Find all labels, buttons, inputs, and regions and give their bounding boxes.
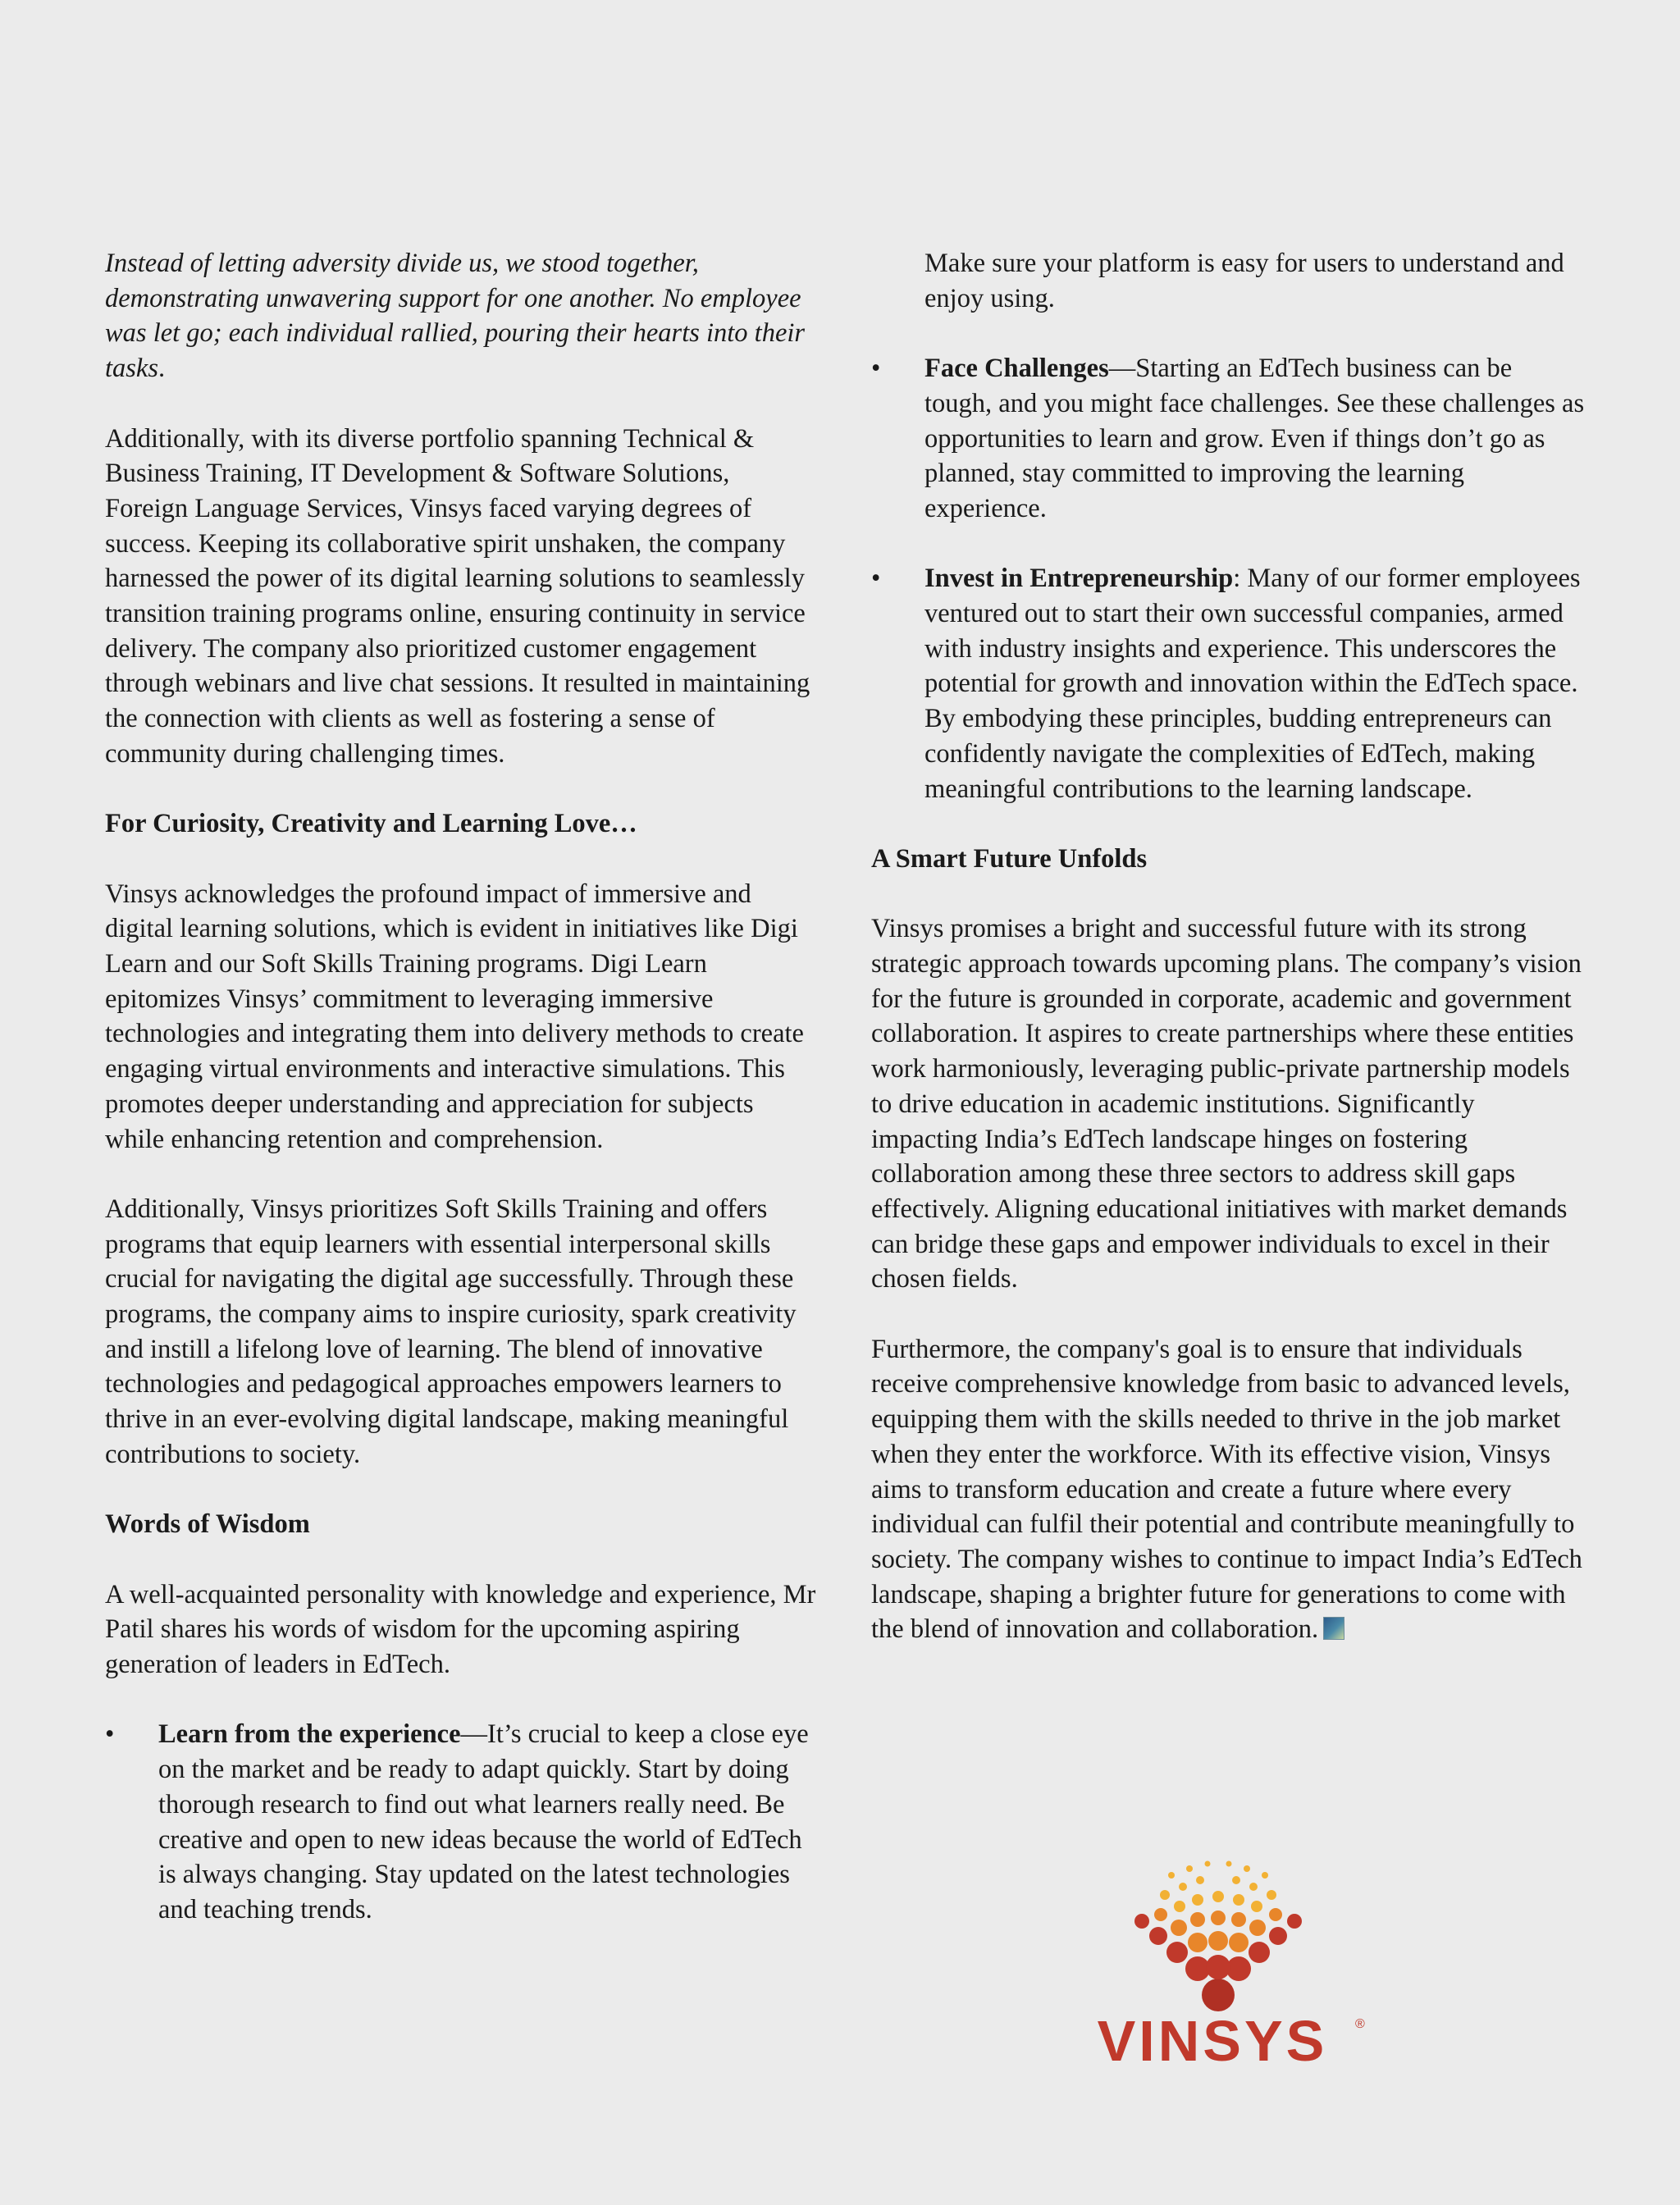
quote-paragraph: Instead of letting adversity divide us, we stood together, demonstrating unwavering support for one another. No employee was let go; each individual rallied, pouring their hearts into their tasks. xyxy=(105,249,806,384)
paragraph-soft-skills: Additionally, Vinsys prioritizes Soft Skills Training and offers programs that equip learners with essential interpersonal skills crucial for navigating the digital age successfully. Through these programs, the company aims to inspire curiosity, spark creativity and instill a lifelong love of learning. The blend of innovative technologies and pedagogical approaches empowers learners to thrive in an ever-evolving digital landscape, making meaningful contributions to society. xyxy=(105,1194,797,1469)
paragraph-portfolio: Additionally, with its diverse portfolio spanning Technical & Business Training, IT Development & Software Solutions, Foreign Language Services, Vinsys faced varying degrees of success. Keeping its collaborative spirit unshaken, the company harnessed the power of its digital learning solutions to seamlessly transition training programs online, ensuring continuity in service delivery. The company also prioritized customer engagement through webinars and live chat sessions. It resulted in maintaining the connection with clients as well as fostering a sense of community during challenging times. xyxy=(105,423,810,769)
bullet-marker: • xyxy=(105,1719,115,1750)
bullet-text: —Starting an EdTech business can be tough, and you might face challenges. See these challenges as opportunities to learn and grow. Even if things don’t go as planned, stay committed to improving the learning experience. xyxy=(924,354,1585,523)
bullet-marker: • xyxy=(871,354,881,384)
paragraph-digi-learn: Vinsys acknowledges the profound impact of immersive and digital learning solutions, which is evident in initiatives like Digi Learn and our Soft Skills Training programs. Digi Learn epitomizes Vinsys’ commitment to leveraging immersive technologies and integrating them into delivery methods to create engaging virtual environments and interactive simulations. This promotes deeper understanding and appreciation for subjects while enhancing retention and comprehension. xyxy=(105,879,804,1154)
end-mark-icon xyxy=(1323,1617,1344,1640)
bullet-invest-entrepreneurship xyxy=(871,561,1585,806)
heading-smart-future: A Smart Future Unfolds xyxy=(871,843,1148,874)
paragraph-mr-patil: A well-acquainted personality with knowledge and experience, Mr Patil shares his words of wisdom for the upcoming aspiring generation of leaders in EdTech. xyxy=(105,1579,816,1680)
heading-wisdom: Words of Wisdom xyxy=(105,1509,310,1540)
bullet-title: Learn from the experience xyxy=(158,1719,461,1750)
bullet-continuation: Make sure your platform is easy for users to understand and enjoy using. xyxy=(924,249,1564,313)
paragraph-future-plans: Vinsys promises a bright and successful future with its strong strategic approach towards upcoming plans. The company’s vision for the future is grounded in corporate, academic and government collaboration. It aspires to create partnerships where these entities work harmoniously, leveraging public-private partnership models to drive education in academic institutions. Significantly impacting India’s EdTech landscape hinges on fostering collaboration among these three sectors to address skill gaps effectively. Aligning educational initiatives with market demands can bridge these gaps and empower individuals to excel in their chosen fields. xyxy=(871,914,1582,1294)
logo-wordmark: VINSYS xyxy=(1097,2009,1328,2073)
bullet-text: : Many of our former employees ventured out to start their own successful companies, armed with industry insights and experience. This underscores the potential for growth and innovation within the EdTech space. By embodying these principles, budding entrepreneurs can confidently navigate the complexities of EdTech, making meaningful contributions to the learning landscape. xyxy=(924,564,1581,804)
vinsys-logo xyxy=(1066,1846,1378,2075)
right-column xyxy=(871,246,1585,1682)
bullet-title: Face Challenges xyxy=(924,354,1109,384)
left-column xyxy=(105,246,819,1962)
bullet-face-challenges xyxy=(871,351,1585,527)
bullet-title: Invest in Entrepreneurship xyxy=(924,564,1234,594)
logo-registered-mark: ® xyxy=(1355,2017,1365,2031)
heading-curiosity: For Curiosity, Creativity and Learning Love… xyxy=(105,809,637,839)
bullet-learn-from-experience xyxy=(105,1717,819,1927)
vinsys-logo-icon xyxy=(1066,1846,1378,2075)
paragraph-company-goal: Furthermore, the company's goal is to ensure that individuals receive comprehensive knowledge from basic to advanced levels, equipping them with the skills needed to thrive in the job market when they enter the workforce. With its effective vision, Vinsys aims to transform education and create a future where every individual can fulfil their potential and contribute meaningfully to society. The company wishes to continue to impact India’s EdTech landscape, shaping a brighter future for generations to come with the blend of innovation and collaboration. xyxy=(871,1334,1582,1645)
bullet-text: —It’s crucial to keep a close eye on the market and be ready to adapt quickly. Start by doing thorough research to find out what learners really need. Be creative and open to new ideas because the world of EdTech is always changing. Stay updated on the latest technologies and teaching trends. xyxy=(158,1719,809,1924)
logo-dots xyxy=(1134,1861,1302,2012)
bullet-marker: • xyxy=(871,564,881,594)
